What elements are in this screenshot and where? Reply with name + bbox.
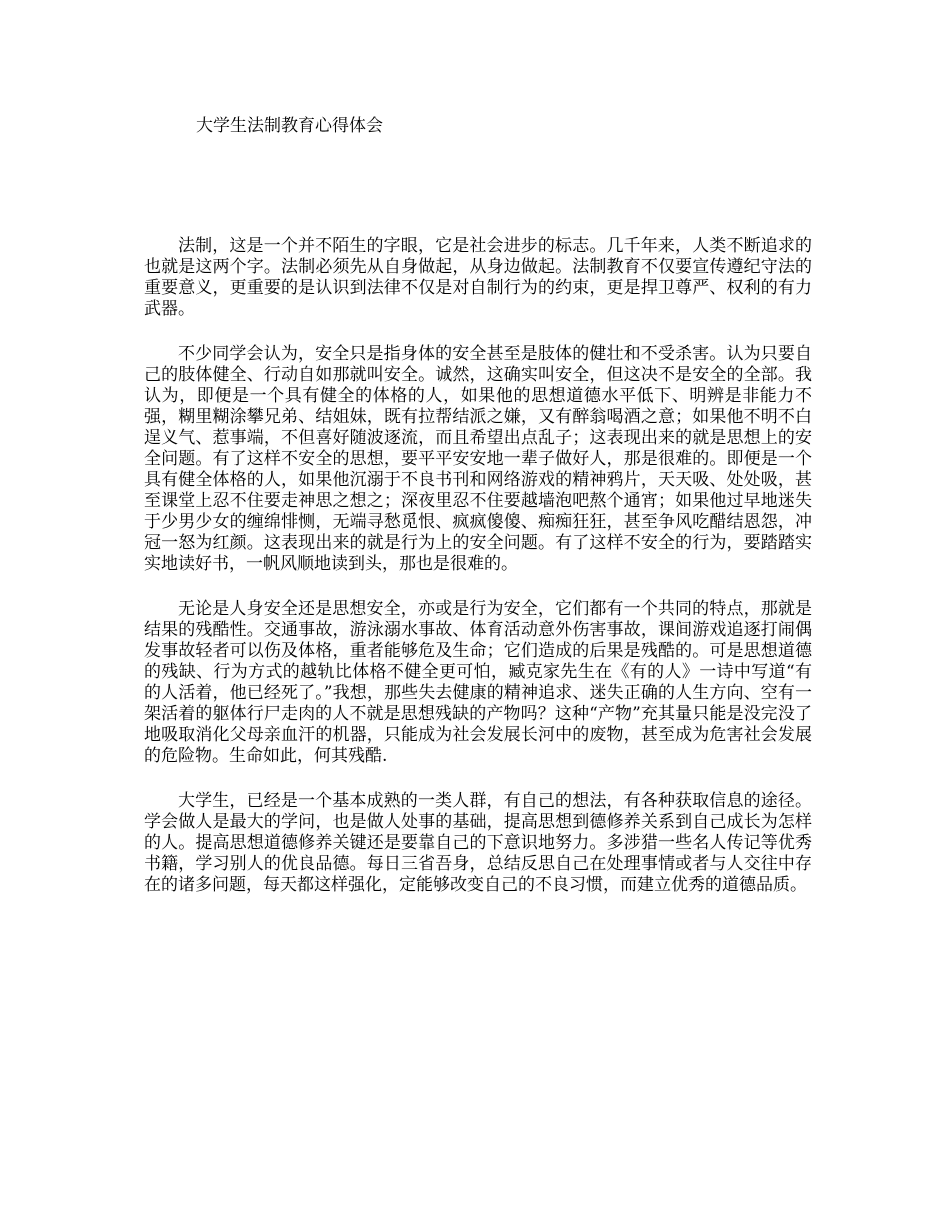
document-body — [144, 236, 812, 920]
paragraph-4: 大学生，已经是一个基本成熟的一类人群，有自己的想法，有各种获取信息的途径。学会做人是最大的学问，也是做人处事的基础，提高思想到德修养关系到自己成长为怎样的人。提高思想道德修养关键还是要靠自己的下意识地努力。多涉猎一些名人传记等优秀书籍，学习别人的优良品德。每日三省吾身，总结反思自己在处理事情或者与人交往中存在的诸多问题，每天都这样强化，定能够改变自己的不良习惯，而建立优秀的道德品质。 — [144, 791, 812, 895]
paragraph-2: 不少同学会认为，安全只是指身体的安全甚至是肢体的健壮和不受杀害。认为只要自己的肢体健全、行动自如那就叫安全。诚然，这确实叫安全，但这决不是安全的全部。我认为，即便是一个具有健全的体格的人，如果他的思想道德水平低下、明辨是非能力不强，糊里糊涂攀兄弟、结姐妹，既有拉帮结派之嫌，又有醉翁喝酒之意；如果他不明不白逞义气、惹事端，不但喜好随波逐流，而且希望出点乱子；这表现出来的就是思想上的安全问题。有了这样不安全的思想，要平平安安地一辈子做好人，那是很难的。即便是一个具有健全体格的人，如果他沉溺于不良书刊和网络游戏的精神鸦片，天天吸、处处吸，甚至课堂上忍不住要走神思之想之；深夜里忍不住要越墙泡吧熬个通宵；如果他过早地迷失于少男少女的缠绵悱恻，无端寻愁觅恨、疯疯傻傻、痴痴狂狂，甚至争风吃醋结恩怨，冲冠一怒为红颜。这表现出来的就是行为上的安全问题。有了这样不安全的行为，要踏踏实实地读好书，一帆风顺地读到头，那也是很难的。 — [144, 344, 812, 574]
paragraph-1: 法制，这是一个并不陌生的字眼，它是社会进步的标志。几千年来，人类不断追求的也就是这两个字。法制必须先从自身做起，从身边做起。法制教育不仅要宣传遵纪守法的重要意义，更重要的是认识到法律不仅是对自制行为的约束，更是捍卫尊严、权利的有力武器。 — [144, 236, 812, 319]
document-title: 大学生法制教育心得体会 — [196, 116, 383, 136]
paragraph-3: 无论是人身安全还是思想安全，亦或是行为安全，它们都有一个共同的特点，那就是结果的残酷性。交通事故，游泳溺水事故、体育活动意外伤害事故，课间游戏追逐打闹偶发事故轻者可以伤及体格，重者能够危及生命；它们造成的后果是残酷的。可是思想道德的残缺、行为方式的越轨比体格不健全更可怕，臧克家先生在《有的人》一诗中写道“有的人活着，他已经死了。”我想，那些失去健康的精神追求、迷失正确的人生方向、空有一架活着的躯体行尸走肉的人不就是思想残缺的产物吗？这种“产物”充其量只能是没完没了地吸取消化父母亲血汗的机器，只能成为社会发展长河中的废物，甚至成为危害社会发展的危险物。生命如此，何其残酷. — [144, 599, 812, 766]
